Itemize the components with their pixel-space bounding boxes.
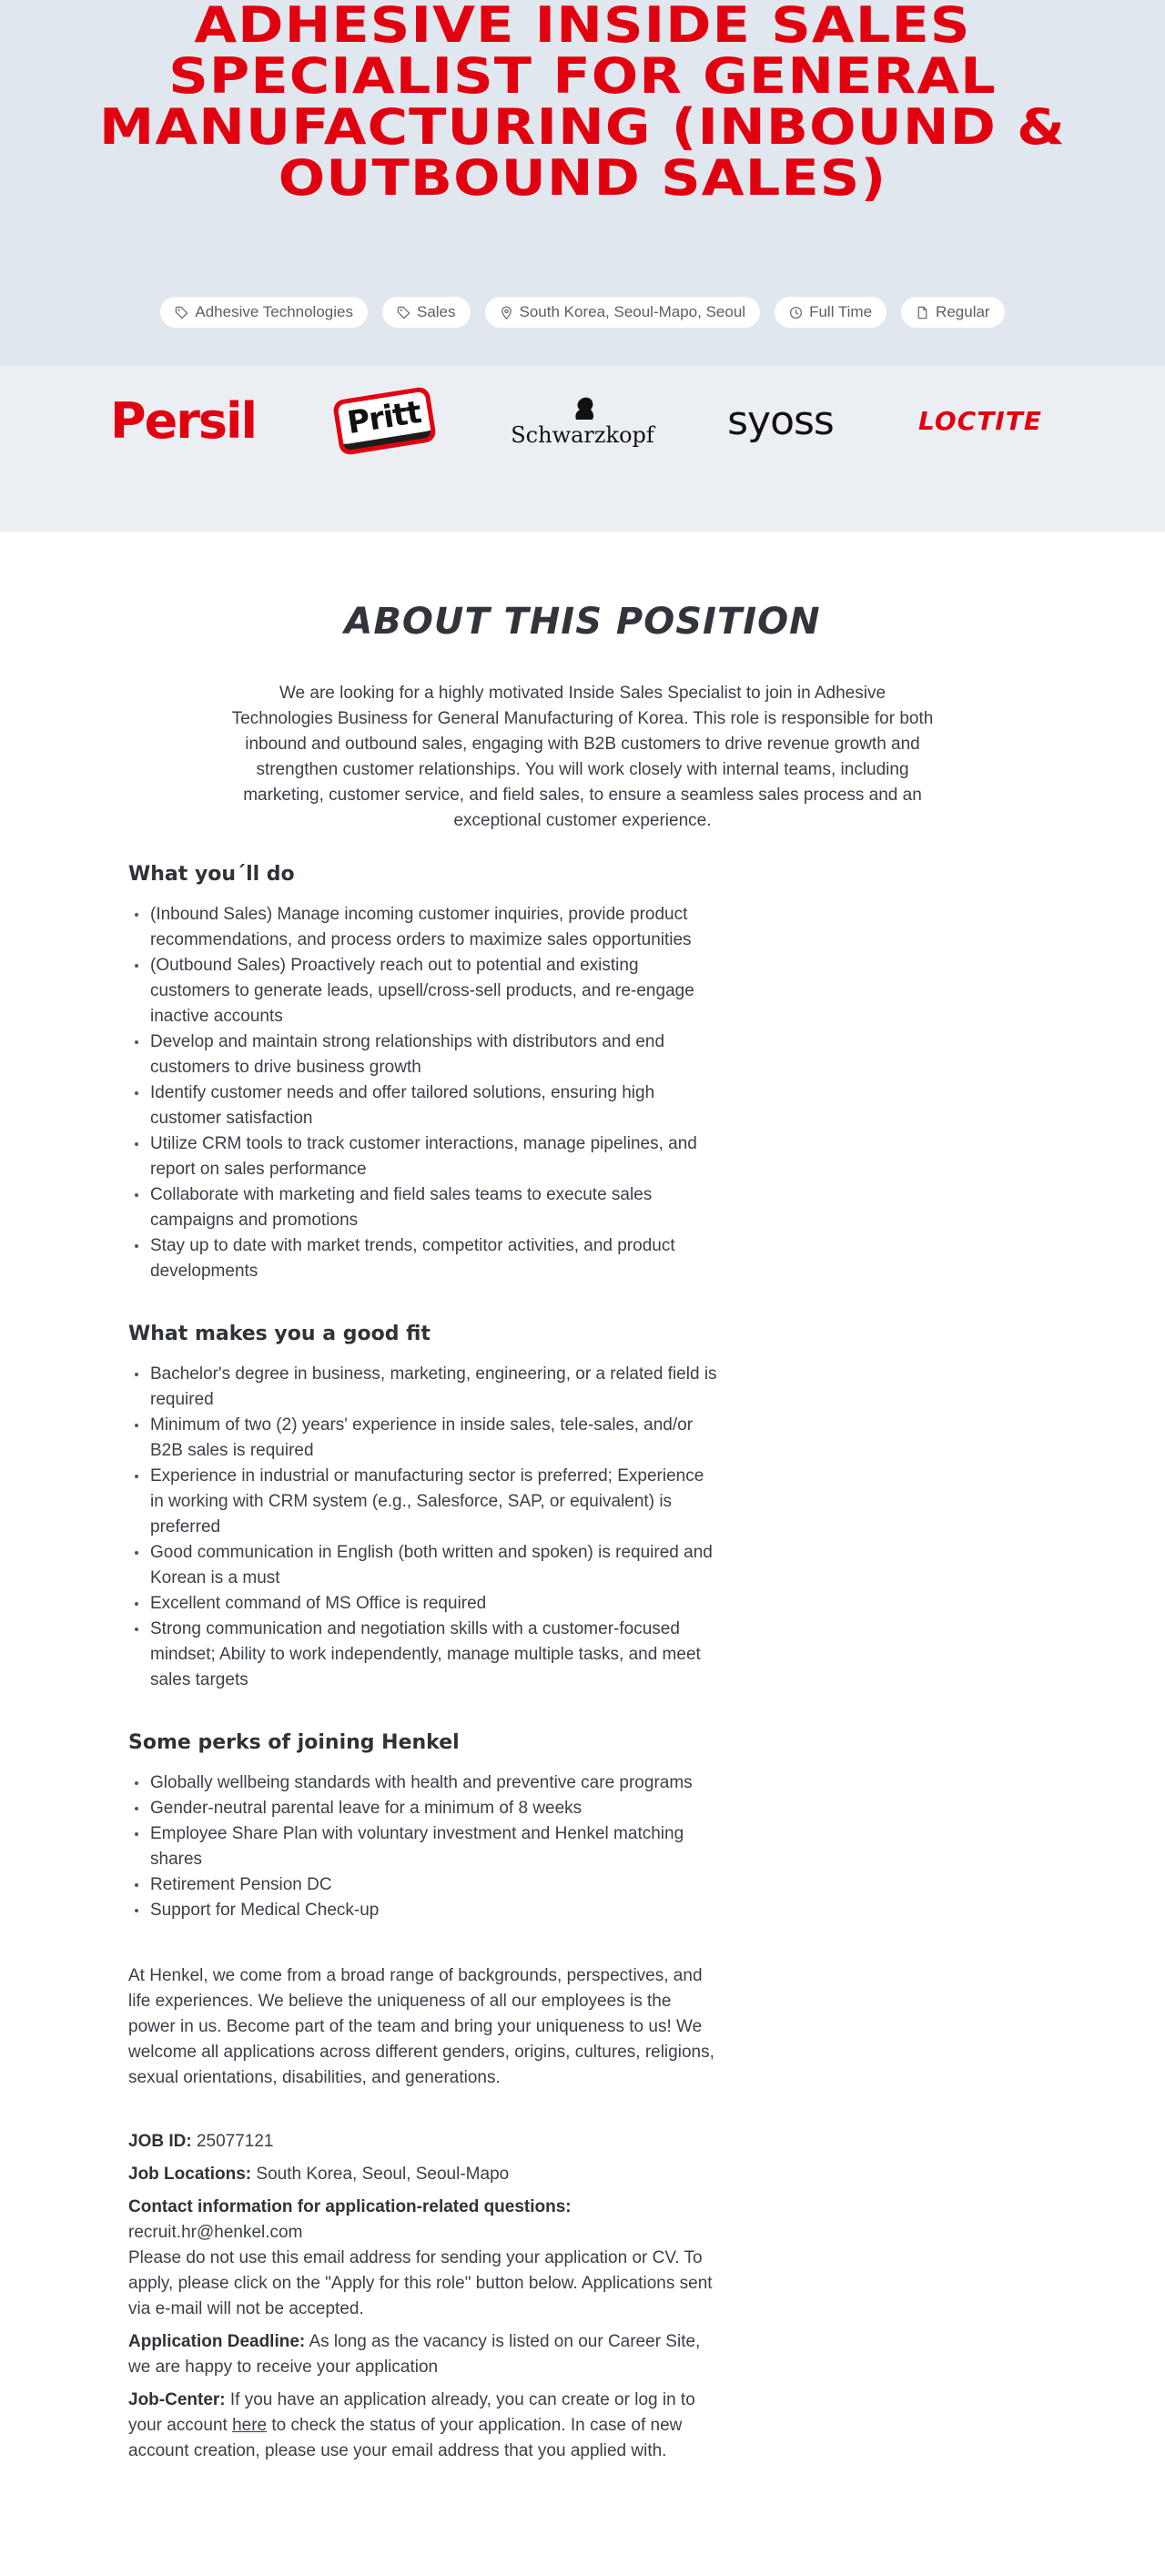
tag-division[interactable]	[160, 297, 368, 328]
job-locations	[128, 2162, 720, 2187]
list-item: Excellent command of MS Office is required	[128, 1591, 720, 1617]
list-item: Good communication in English (both written and spoken) is required and Korean is a must	[128, 1540, 720, 1591]
syoss-logo: syoss	[727, 397, 834, 444]
tag-function[interactable]	[382, 297, 471, 328]
list-item: Identify customer needs and offer tailored solutions, ensuring high customer satisfaction	[128, 1080, 720, 1131]
tag-label: Adhesive Technologies	[195, 303, 353, 320]
clock-icon	[789, 306, 803, 319]
tag-label: Sales	[416, 303, 456, 320]
tag-label: Regular	[936, 303, 990, 320]
tag-icon	[175, 306, 188, 319]
job-id-label: JOB ID:	[128, 2132, 192, 2151]
loctite-logo: LOCTITE	[918, 405, 1042, 436]
job-id	[128, 2129, 720, 2155]
contact-email[interactable]: recruit.hr@henkel.com	[128, 2223, 303, 2242]
tag-label: South Korea, Seoul-Mapo, Seoul	[519, 303, 746, 320]
job-id-value: 25077121	[196, 2132, 274, 2151]
hero-banner	[0, 0, 1165, 366]
pritt-logo: Pritt	[337, 366, 431, 475]
job-title: ADHESIVE INSIDE SALES SPECIALIST FOR GENERAL MANUFACTURING (INBOUND & OUTBOUND SALES)	[99, 0, 1066, 207]
list-item: (Inbound Sales) Manage incoming customer inquiries, provide product recommendations, and process orders to maximize sales opportunities	[128, 902, 720, 953]
job-locations-label: Job Locations:	[128, 2165, 252, 2184]
contact-note: Please do not use this email address for sending your application or CV. To apply, please click on the "Apply for this role" button below. Applications sent via e-mail will not be accepted.	[128, 2248, 713, 2318]
tag-label: Full Time	[809, 303, 873, 320]
requirements-list	[128, 1362, 720, 1693]
deadline-value: As long as the vacancy is listed on our Career Site, we are happy to receive your application	[128, 2332, 701, 2377]
list-item: Globally wellbeing standards with health and preventive care programs	[128, 1770, 720, 1796]
document-icon	[916, 306, 929, 319]
section-heading-perks: Some perks of joining Henkel	[128, 1731, 460, 1754]
list-item: Strong communication and negotiation skills with a customer-focused mindset; Ability to work independently, manage multiple tasks, and meet sales targets	[128, 1617, 720, 1693]
tag-schedule[interactable]	[775, 297, 886, 328]
schwarzkopf-logo: Schwarzkopf	[514, 366, 651, 475]
about-title: ABOUT THIS POSITION	[344, 601, 821, 643]
list-item: Utilize CRM tools to track customer interactions, manage pipelines, and report on sales performance	[128, 1131, 720, 1182]
list-item: Employee Share Plan with voluntary investment and Henkel matching shares	[128, 1821, 720, 1872]
section-heading-requirements: What makes you a good fit	[128, 1323, 431, 1345]
tag-location[interactable]	[485, 297, 761, 328]
list-item: Support for Medical Check-up	[128, 1898, 720, 1923]
intro-paragraph: We are looking for a highly motivated Inside Sales Specialist to join in Adhesive Technologies Business for General Manufacturing of Korea. This role is responsible for both inbound and outbound sales, engaging with B2B customers to drive revenue growth and strengthen customer relationships. You will work closely with internal teams, including marketing, customer service, and field sales, to ensure a seamless sales process and an exceptional customer experience.	[231, 684, 934, 830]
list-item: (Outbound Sales) Proactively reach out to potential and existing customers to generate leads, upsell/cross-sell products, and re-engage inactive accounts	[128, 953, 720, 1029]
brand-logos-strip	[0, 366, 1165, 532]
list-item: Stay up to date with market trends, competitor activities, and product developments	[128, 1233, 720, 1284]
job-center	[128, 2388, 720, 2464]
tag-contract[interactable]	[901, 297, 1005, 328]
application-deadline	[128, 2329, 720, 2380]
account-login-link[interactable]: here	[232, 2416, 268, 2435]
list-item: Minimum of two (2) years' experience in inside sales, tele-sales, and/or B2B sales is required	[128, 1413, 720, 1464]
schwarzkopf-head-icon	[567, 393, 598, 421]
list-item: Retirement Pension DC	[128, 1872, 720, 1898]
job-description	[128, 863, 720, 2471]
list-item: Bachelor's degree in business, marketing, engineering, or a related field is required	[128, 1362, 720, 1413]
list-item: Gender-neutral parental leave for a minimum of 8 weeks	[128, 1796, 720, 1821]
section-heading-responsibilities: What you´ll do	[128, 863, 295, 886]
job-center-text-post: to check the status of your application. In case of new account creation, please use your email address that you applied with.	[128, 2416, 683, 2460]
deadline-label: Application Deadline:	[128, 2332, 306, 2351]
list-item: Experience in industrial or manufacturing sector is preferred; Experience in working with CRM system (e.g., Salesforce, SAP, or equivalent) is preferred	[128, 1464, 720, 1540]
list-item: Collaborate with marketing and field sales teams to execute sales campaigns and promotions	[128, 1182, 720, 1233]
perks-list	[128, 1770, 720, 1923]
contact-label: Contact information for application-related questions:	[128, 2197, 572, 2216]
list-item: Develop and maintain strong relationships with distributors and end customers to drive business growth	[128, 1029, 720, 1080]
job-center-text-pre: If you have an application already, you can create or log in to your account	[128, 2390, 695, 2435]
tag-icon	[397, 306, 410, 319]
job-tags	[0, 297, 1165, 328]
diversity-statement: At Henkel, we come from a broad range of backgrounds, perspectives, and life experiences. We believe the uniqueness of all our employees is the power in us. Become part of the team and bring your uniqueness to us! We welcome all applications across different genders, origins, cultures, religions, sexual orientations, disabilities, and generations.	[128, 1966, 714, 2087]
job-center-label: Job-Center:	[128, 2390, 226, 2409]
responsibilities-list	[128, 902, 720, 1284]
persil-logo: Persil	[110, 391, 256, 450]
contact-info	[128, 2195, 720, 2322]
location-pin-icon	[500, 306, 513, 319]
job-locations-value: South Korea, Seoul, Seoul-Mapo	[256, 2165, 510, 2184]
